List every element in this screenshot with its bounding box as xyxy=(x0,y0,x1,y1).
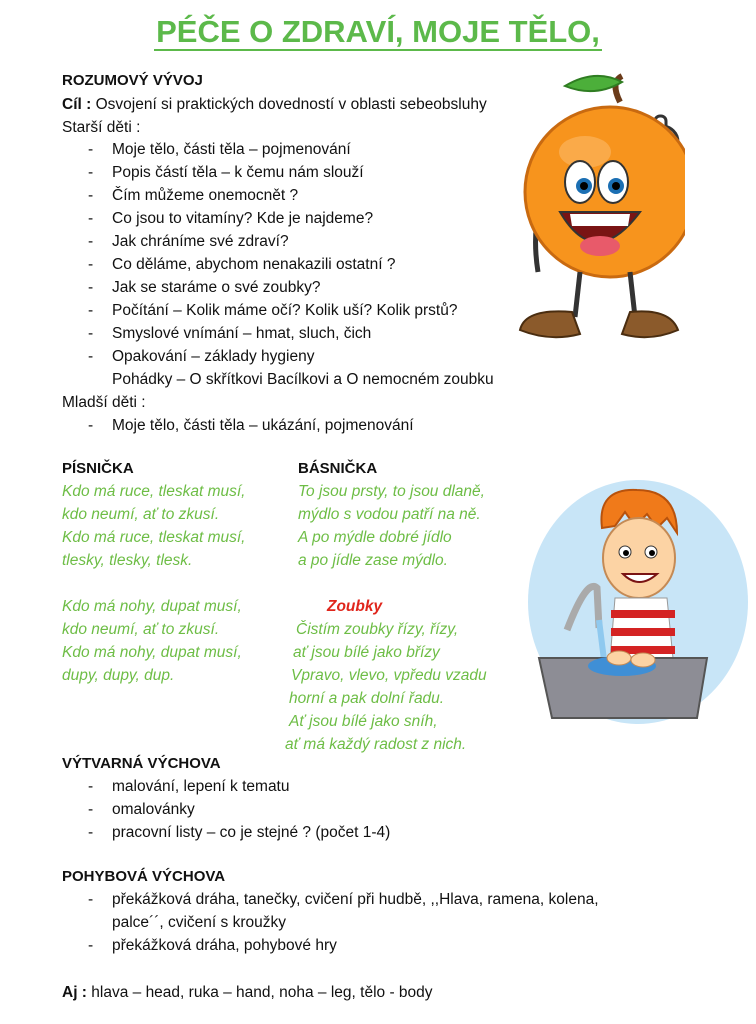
older-children-label: Starší děti : xyxy=(62,119,141,136)
section-heading-pohybova: POHYBOVÁ VÝCHOVA xyxy=(62,868,226,885)
song-line: tlesky, tlesky, tlesk. xyxy=(62,552,193,569)
list-bullet: - xyxy=(88,302,94,319)
list-bullet: - xyxy=(88,417,94,434)
section-heading-rozumovy: ROZUMOVÝ VÝVOJ xyxy=(62,72,203,89)
list-item: omalovánky xyxy=(112,801,195,818)
list-item: Čím můžeme onemocnět ? xyxy=(112,187,299,204)
goal-line xyxy=(62,95,487,115)
poem-line: To jsou prsty, to jsou dlaně, xyxy=(298,483,485,500)
list-bullet: - xyxy=(88,233,94,250)
song-line: Kdo má ruce, tleskat musí, xyxy=(62,483,246,500)
poem-line: A po mýdle dobré jídlo xyxy=(298,529,452,546)
goal-text: Osvojení si praktických dovedností v oblasti sebeobsluhy xyxy=(91,96,487,113)
song-line: kdo neumí, ať to zkusí. xyxy=(62,506,220,523)
goal-label: Cíl : xyxy=(62,96,92,113)
fairy-tales-line: Pohádky – O skřítkovi Bacílkovi a O nemocném zoubku xyxy=(112,371,494,388)
list-item: Počítání – Kolik máme očí? Kolik uší? Kolik prstů? xyxy=(112,302,458,319)
poem-line: ať má každý radost z nich. xyxy=(285,736,467,753)
list-item: Jak se staráme o své zoubky? xyxy=(112,279,321,296)
list-item: Co děláme, abychom nenakazili ostatní ? xyxy=(112,256,396,273)
list-bullet: - xyxy=(88,279,94,296)
list-item-continuation: palce´´, cvičení s kroužky xyxy=(112,914,286,931)
list-bullet: - xyxy=(88,348,94,365)
poem-line: Vpravo, vlevo, vpředu vzadu xyxy=(291,667,487,684)
list-item: Smyslové vnímání – hmat, sluch, čich xyxy=(112,325,372,342)
poem-line: ať jsou bílé jako břízy xyxy=(293,644,440,661)
song-line: Kdo má nohy, dupat musí, xyxy=(62,598,242,615)
list-item: Opakování – základy hygieny xyxy=(112,348,315,365)
song-line: Kdo má ruce, tleskat musí, xyxy=(62,529,246,546)
list-bullet: - xyxy=(88,937,94,954)
list-bullet: - xyxy=(88,778,94,795)
section-heading-vytvarna: VÝTVARNÁ VÝCHOVA xyxy=(62,755,221,772)
list-bullet: - xyxy=(88,256,94,273)
english-label: Aj : xyxy=(62,984,87,1001)
section-heading-pisnicka: PÍSNIČKA xyxy=(62,460,134,477)
poem-line: Ať jsou bílé jako sníh, xyxy=(289,713,438,730)
list-bullet: - xyxy=(88,824,94,841)
list-item: Moje tělo, části těla – ukázání, pojmenování xyxy=(112,417,414,434)
english-vocabulary xyxy=(62,983,433,1003)
list-item: pracovní listy – co je stejné ? (počet 1-4) xyxy=(112,824,391,841)
list-bullet: - xyxy=(88,891,94,908)
list-bullet: - xyxy=(88,325,94,342)
section-heading-basnicka: BÁSNIČKA xyxy=(298,460,378,477)
list-bullet: - xyxy=(88,801,94,818)
younger-children-label: Mladší děti : xyxy=(62,394,146,411)
list-bullet: - xyxy=(88,187,94,204)
poem-title-zoubky: Zoubky xyxy=(327,598,383,615)
list-bullet: - xyxy=(88,164,94,181)
list-item: překážková dráha, tanečky, cvičení při hudbě, ,,Hlava, ramena, kolena, xyxy=(112,891,599,908)
song-line: Kdo má nohy, dupat musí, xyxy=(62,644,242,661)
list-bullet: - xyxy=(88,210,94,227)
boy-washing-hands-illustration xyxy=(527,478,749,726)
list-bullet: - xyxy=(88,141,94,158)
english-text: hlava – head, ruka – hand, noha – leg, tělo - body xyxy=(86,984,433,1001)
orange-mascot-illustration xyxy=(510,72,685,362)
list-item: Moje tělo, části těla – pojmenování xyxy=(112,141,351,158)
list-item: Popis částí těla – k čemu nám slouží xyxy=(112,164,364,181)
list-item: překážková dráha, pohybové hry xyxy=(112,937,337,954)
poem-line: mýdlo s vodou patří na ně. xyxy=(298,506,481,523)
poem-line: Čistím zoubky řízy, řízy, xyxy=(296,621,459,638)
page-title: PÉČE O ZDRAVÍ, MOJE TĚLO, xyxy=(156,14,600,49)
poem-line: a po jídle zase mýdlo. xyxy=(298,552,448,569)
song-line: dupy, dupy, dup. xyxy=(62,667,175,684)
list-item: Co jsou to vitamíny? Kde je najdeme? xyxy=(112,210,374,227)
song-line: kdo neumí, ať to zkusí. xyxy=(62,621,220,638)
list-item: malování, lepení k tematu xyxy=(112,778,290,795)
poem-line: horní a pak dolní řadu. xyxy=(289,690,445,707)
list-item: Jak chráníme své zdraví? xyxy=(112,233,289,250)
